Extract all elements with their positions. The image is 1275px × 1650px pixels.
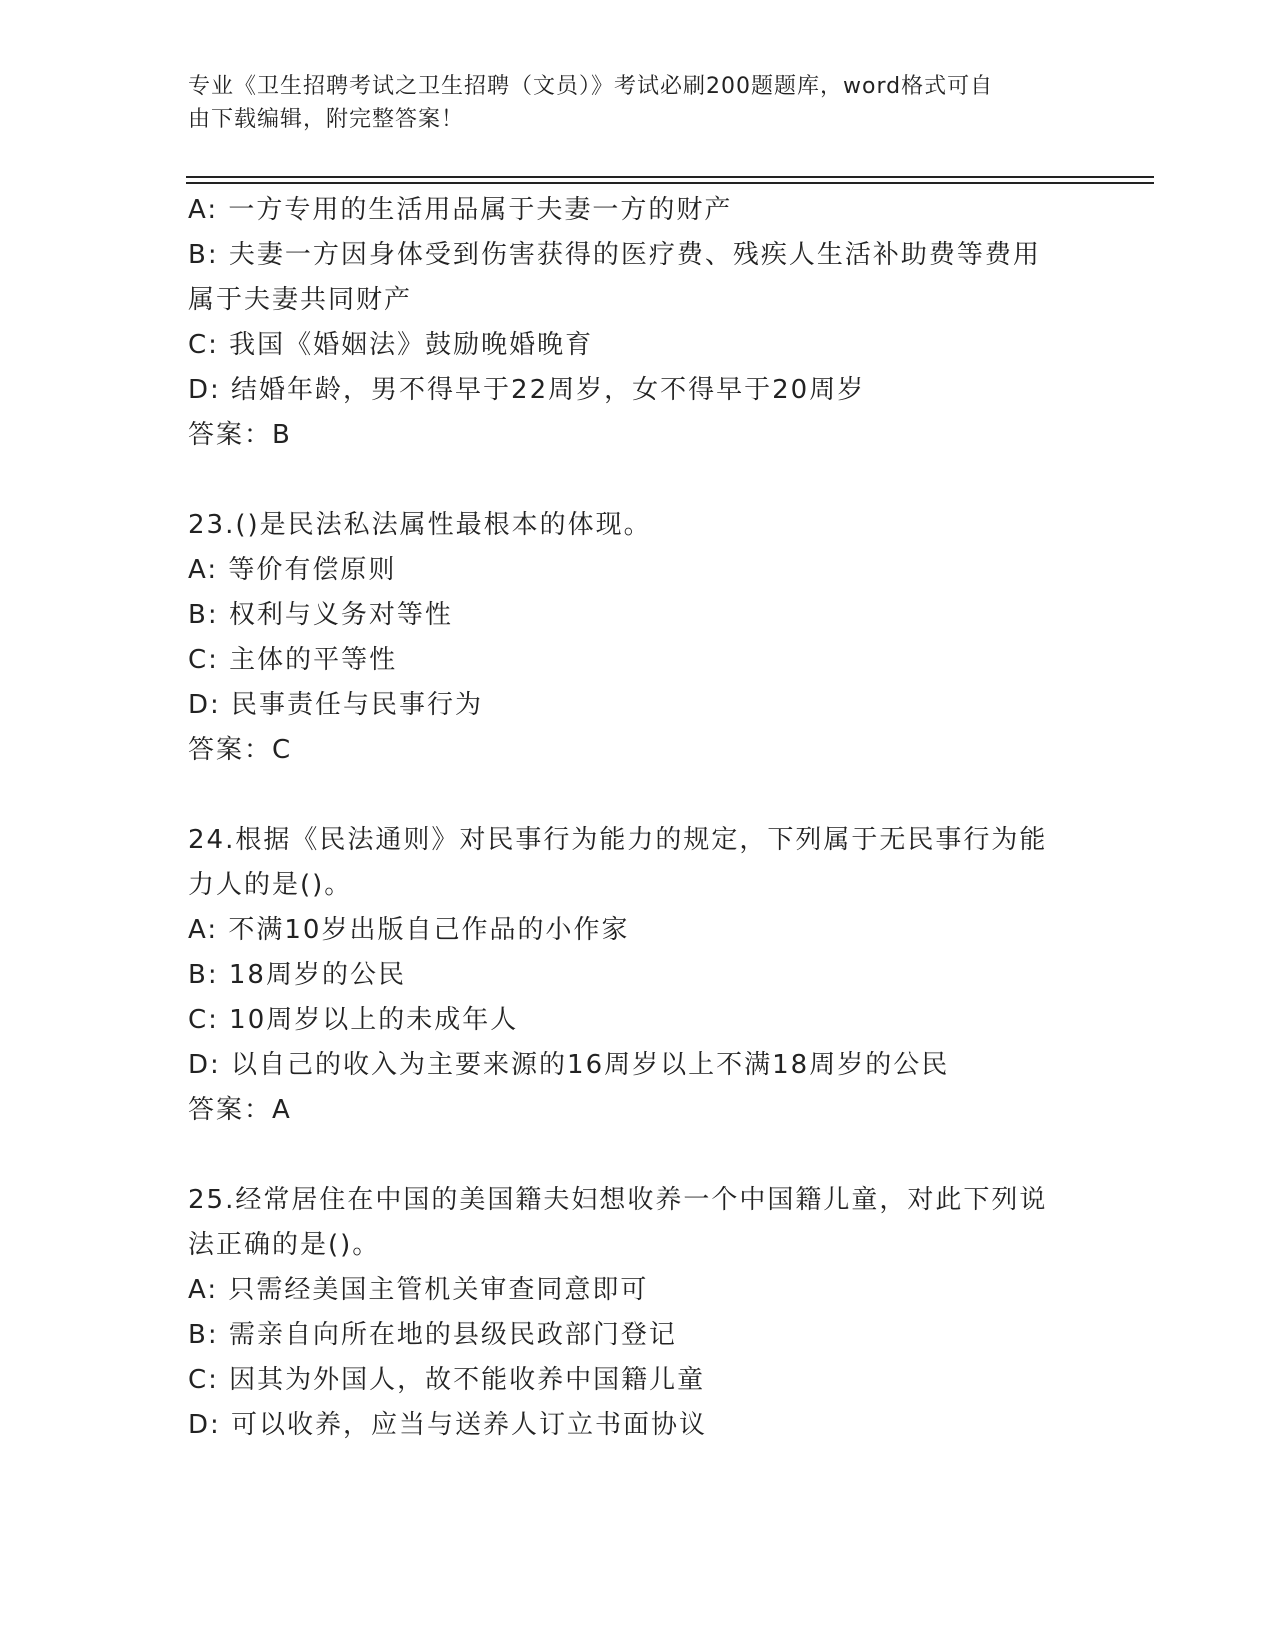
question-stem: 24.根据《民法通则》对民事行为能力的规定，下列属于无民事行为能 (188, 825, 1048, 855)
option-a: A: 一方专用的生活用品属于夫妻一方的财产 (188, 195, 733, 225)
question-stem: 25.经常居住在中国的美国籍夫妇想收养一个中国籍儿童，对此下列说 (188, 1185, 1048, 1215)
answer-label: 答案：A (188, 1095, 292, 1125)
option-d: D: 结婚年龄，男不得早于22周岁，女不得早于20周岁 (188, 375, 866, 405)
option-b: B: 18周岁的公民 (188, 960, 406, 990)
question-content (188, 188, 1088, 1448)
question-stem-continued: 法正确的是()。 (188, 1230, 381, 1260)
option-b-continued: 属于夫妻共同财产 (188, 285, 413, 315)
option-a: A: 不满10岁出版自己作品的小作家 (188, 915, 630, 945)
option-c: C: 我国《婚姻法》鼓励晚婚晚育 (188, 330, 594, 360)
header-line-2: 由下载编辑，附完整答案！ (188, 107, 465, 132)
option-d: D: 可以收养，应当与送养人订立书面协议 (188, 1410, 708, 1440)
header-divider-bottom (186, 182, 1154, 184)
question-block-23 (188, 503, 1088, 773)
question-stem: 23.()是民法私法属性最根本的体现。 (188, 510, 652, 540)
option-c: C: 10周岁以上的未成年人 (188, 1005, 519, 1035)
option-d: D: 以自己的收入为主要来源的16周岁以上不满18周岁的公民 (188, 1050, 950, 1080)
header-divider-top (186, 176, 1154, 178)
question-stem-continued: 力人的是()。 (188, 870, 353, 900)
answer-label: 答案：C (188, 735, 293, 765)
option-a: A: 等价有偿原则 (188, 555, 397, 585)
question-block-24 (188, 818, 1088, 1133)
question-block-25 (188, 1178, 1088, 1448)
header-line-1: 专业《卫生招聘考试之卫生招聘（文员）》考试必刷200题题库，word格式可自 (188, 74, 994, 99)
option-c: C: 因其为外国人，故不能收养中国籍儿童 (188, 1365, 706, 1395)
option-b: B: 需亲自向所在地的县级民政部门登记 (188, 1320, 677, 1350)
option-d: D: 民事责任与民事行为 (188, 690, 484, 720)
document-header (188, 70, 1068, 136)
option-b: B: 权利与义务对等性 (188, 600, 453, 630)
option-c: C: 主体的平等性 (188, 645, 398, 675)
option-a: A: 只需经美国主管机关审查同意即可 (188, 1275, 649, 1305)
option-b: B: 夫妻一方因身体受到伤害获得的医疗费、残疾人生活补助费等费用 (188, 240, 1041, 270)
answer-label: 答案：B (188, 420, 292, 450)
question-block-22 (188, 188, 1088, 458)
